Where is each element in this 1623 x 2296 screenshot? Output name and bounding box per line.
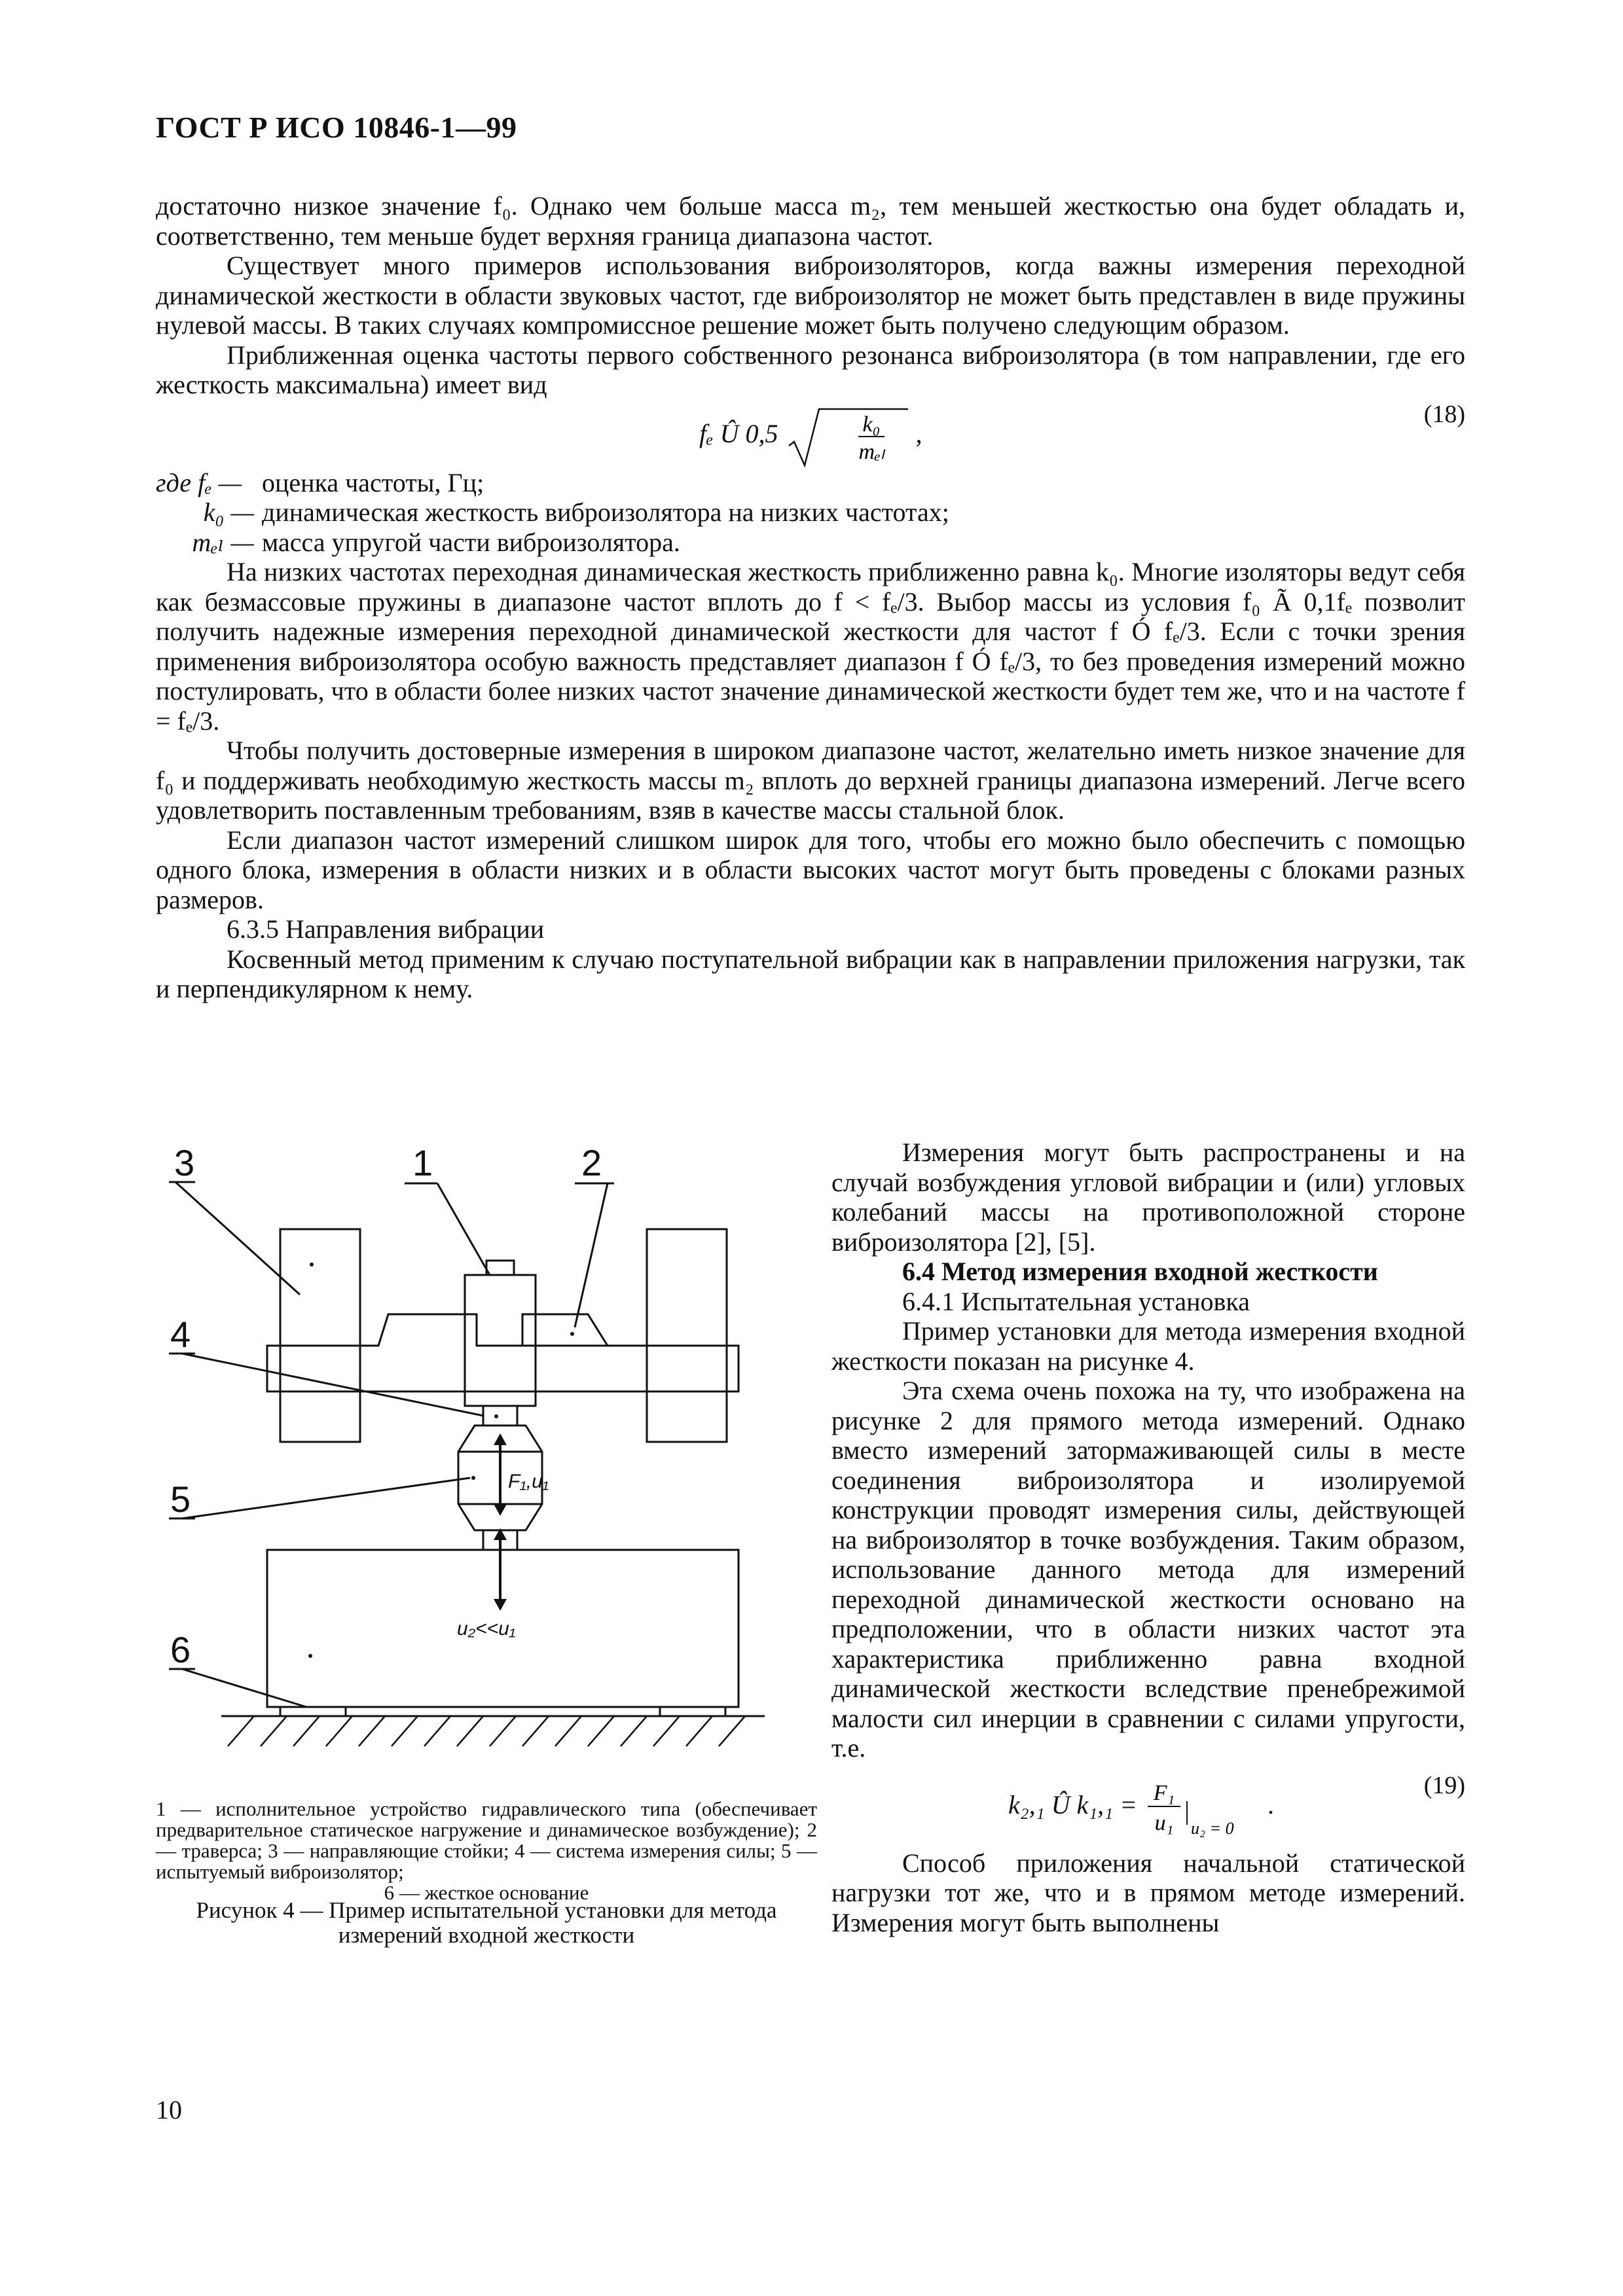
legend-text: 6 — жесткое основание xyxy=(384,1881,589,1904)
right-column xyxy=(831,1138,1465,1937)
label-4: 4 xyxy=(170,1314,191,1355)
definition-symbol: k₀ — xyxy=(203,497,254,527)
paragraph: достаточно низкое значение f₀. Однако чем больше масса m₂, тем меньшей жесткостью она будет обладать и, соответственно, тем меньше будет верхняя граница диапазона частот. xyxy=(156,191,1465,251)
formula xyxy=(699,405,922,468)
fraction-den: u₁ xyxy=(1154,1810,1174,1835)
legend-text: 1 — исполнительное устройство гидравлического типа (обеспечивает предварительное статическое нагружение и динамическое возбуждение); 2 — траверса; 3 — направляющие стойки; 4 — система измерения силы; 5 — испытуемый виброизолятор; xyxy=(156,1797,817,1883)
definition-text: динамическая жесткость виброизолятора на низких частотах; xyxy=(262,497,949,527)
paragraph: Чтобы получить достоверные измерения в широком диапазоне частот, желательно иметь низкое значение для f₀ и поддерживать необходимую жесткость массы m₂ вплоть до верхней границы диапазона измерений. Легче всего удовлетворить поставленным требованиям, взяв в качестве массы стальной блок. xyxy=(156,736,1465,825)
definition-row xyxy=(156,497,1465,528)
force-label: F₁,u₁ xyxy=(508,1471,549,1492)
actuator xyxy=(465,1275,536,1406)
paragraph: Эта схема очень похожа на ту, что изображена на рисунке 2 для прямого метода измерений. Однако вместо измерений затормаживающей силы в месте соединения виброизолятора и изолируемой конструкции проводят измерения силы, действующей на виброизолятор в точке возбуждения. Таким образом, использование данного метода для измерений переходной динамической жесткости основано на предположении, что в области низких частот эта характеристика приближенно равна входной динамической жесткости вследствие пренебрежимой малости сил инерции в сравнении с силами упругости, т.е. xyxy=(831,1376,1465,1763)
equation-number: (18) xyxy=(1423,400,1465,428)
crossbeam xyxy=(267,1314,739,1391)
equation-18 xyxy=(156,400,1465,468)
label-6: 6 xyxy=(170,1629,191,1670)
section-heading: 6.3.5 Направления вибрации xyxy=(227,914,545,944)
formula-tail: , xyxy=(915,418,922,448)
section-heading: 6.4 Метод измерения входной жесткости xyxy=(902,1257,1378,1286)
formula xyxy=(1008,1775,1275,1840)
figure-4 xyxy=(156,1138,817,1792)
sqrt-num: k₀ xyxy=(862,412,880,437)
sqrt-den: mₑₗ xyxy=(858,439,884,464)
fraction-num: F₁ xyxy=(1153,1780,1175,1805)
label-5: 5 xyxy=(170,1479,191,1520)
guide-column-right xyxy=(647,1229,727,1442)
definition-symbol: где fₑ — xyxy=(156,467,242,497)
figure-caption: Рисунок 4 — Пример испытательной установки для метода измерений входной жесткости xyxy=(196,1897,777,1948)
definition-text: оценка частоты, Гц; xyxy=(262,467,484,497)
sqrt-symbol xyxy=(785,405,909,468)
page-header: ГОСТ Р ИСО 10846-1—99 xyxy=(156,111,517,144)
test-rig-diagram xyxy=(156,1138,817,1792)
paragraph: Приближенная оценка частоты первого собственного резонанса виброизолятора (в том направлении, где его жесткость максимальна) имеет вид xyxy=(156,340,1465,399)
label-3: 3 xyxy=(174,1142,195,1183)
label-2: 2 xyxy=(581,1142,602,1183)
formula-lhs: fₑ Û 0,5 xyxy=(699,418,778,448)
fraction xyxy=(1144,1775,1262,1840)
paragraph: Измерения могут быть распространены и на случай возбуждения угловой вибрации и (или) угловых колебаний массы на противоположной стороне виброизолятора [2], [5]. xyxy=(831,1138,1465,1257)
equation-19 xyxy=(831,1763,1465,1848)
definition-symbol: mₑₗ — xyxy=(192,527,254,557)
paragraph: На низких частотах переходная динамическая жесткость приближенно равна k₀. Многие изоляторы ведут себя как безмассовые пружины в диапазоне частот вплоть до f < fₑ/3. Выбор массы из условия f₀ Ã 0,1fₑ позволит получить надежные измерения переходной динамической жесткости для частот f Ó fₑ/3. Если с точки зрения применения виброизолятора особую важность представляет диапазон f Ó fₑ/3, то без проведения измерений можно постулировать, что в области более низких частот значение динамической жесткости будет тем же, что и на частоте f = fₑ/3. xyxy=(156,557,1465,736)
figure-legend xyxy=(156,1799,817,1903)
paragraph: Косвенный метод применим к случаю поступательной вибрации как в направлении приложения нагрузки, так и перпендикулярном к нему. xyxy=(156,944,1465,1003)
formula-lhs: k₂,₁ Û k₁,₁ = xyxy=(1008,1789,1138,1820)
formula-tail: . xyxy=(1268,1789,1275,1820)
equation-number: (19) xyxy=(1423,1771,1465,1799)
definition-row xyxy=(156,468,1465,498)
paragraph: Если диапазон частот измерений слишком широк для того, чтобы его можно было обеспечить с помощью одного блока, измерения в области низких и в области высоких частот могут быть проведены с блоками разных размеров. xyxy=(156,825,1465,914)
main-text xyxy=(156,191,1465,1004)
paragraph: Существует много примеров использования виброизоляторов, когда важны измерения переходной динамической жесткости в области звуковых частот, где виброизолятор не может быть представлен в виде пружины нулевой массы. В таких случаях компромиссное решение может быть получено следующим образом. xyxy=(156,251,1465,340)
displacement-label: u₂<<u₁ xyxy=(457,1618,516,1640)
subsection-heading: 6.4.1 Испытательная установка xyxy=(902,1286,1250,1316)
force-sensor xyxy=(483,1406,517,1426)
ground-hatch xyxy=(228,1716,745,1746)
paragraph: Пример установки для метода измерения входной жесткости показан на рисунке 4. xyxy=(831,1316,1465,1376)
definition-text: масса упругой части виброизолятора. xyxy=(262,527,680,557)
condition: u₂ = 0 xyxy=(1191,1818,1234,1838)
guide-column-left xyxy=(280,1229,360,1442)
page-number: 10 xyxy=(156,2095,182,2125)
definitions xyxy=(156,468,1465,558)
definition-row xyxy=(156,528,1465,558)
label-1: 1 xyxy=(412,1142,433,1183)
paragraph: Способ приложения начальной статической нагрузки тот же, что и в прямом методе измерений. Измерения могут быть выполнены xyxy=(831,1848,1465,1937)
